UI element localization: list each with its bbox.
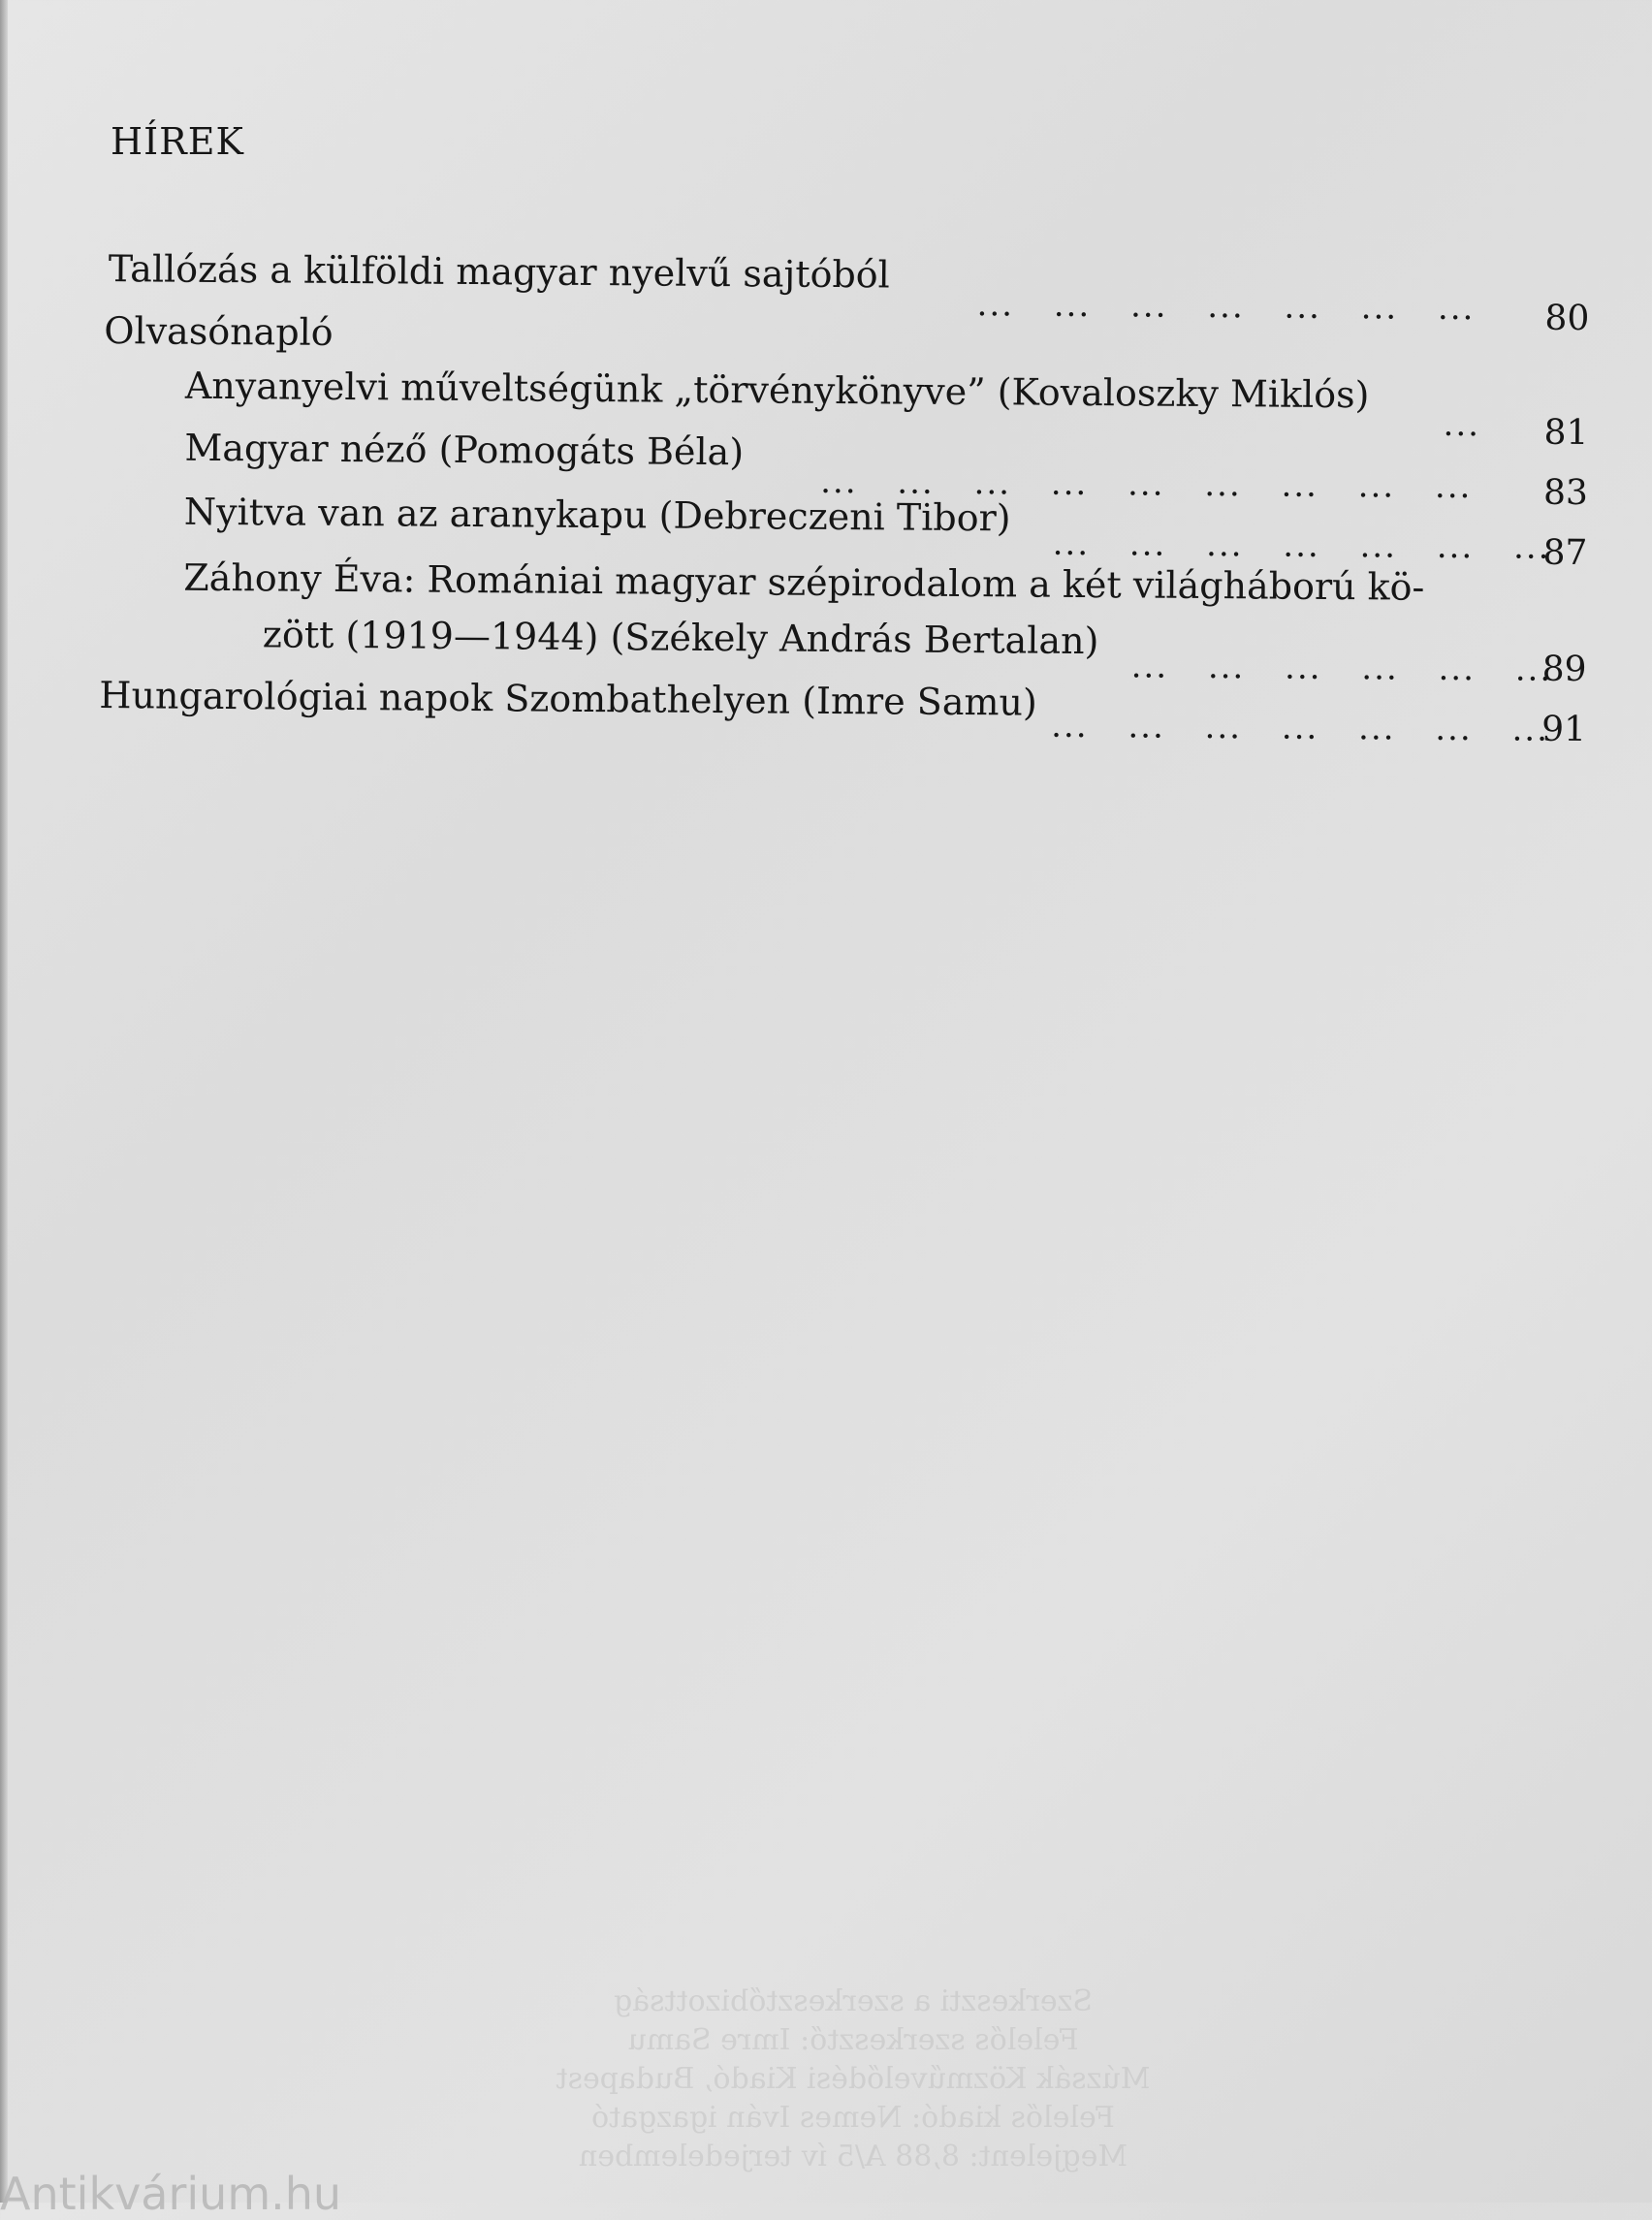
toc-page-number: 87 bbox=[1542, 532, 1588, 574]
toc-leader-dots: ... ... ... ... ... ... ... bbox=[976, 285, 1476, 329]
section-title: HÍREK bbox=[111, 120, 244, 163]
toc-entry-text: Hungarológiai napok Szombathelyen (Imre Samu) bbox=[99, 674, 1037, 724]
toc-entry-text: zött (1919—1944) (Székely András Bertalan) bbox=[262, 613, 1099, 663]
imprint-line: Szerkeszti a szerkesztőbizottság bbox=[614, 1984, 1094, 2018]
toc-section-heading: Olvasónapló bbox=[104, 309, 334, 354]
toc-entry-text: Nyitva van az aranykapu (Debreczeni Tibor) bbox=[183, 490, 1011, 540]
imprint-line: Múzsák Közművelődési Kiadó, Budapest bbox=[556, 2062, 1151, 2096]
toc-leader-dots: ... ... ... ... ... ... ... bbox=[1051, 706, 1550, 749]
toc-entry-text: Záhony Éva: Romániai magyar szépirodalom a két világháború kö- bbox=[183, 555, 1425, 609]
toc-page-number: 89 bbox=[1541, 649, 1587, 690]
page-edge bbox=[0, 0, 8, 2203]
toc-entry-text: Tallózás a külföldi magyar nyelvű sajtóból bbox=[108, 247, 890, 297]
imprint-line: Felelős kiadó: Nemes Iván igazgató bbox=[591, 2101, 1115, 2135]
toc-page-number: 91 bbox=[1541, 709, 1587, 750]
watermark: Antikvárium.hu bbox=[0, 2168, 342, 2220]
toc-leader-dots: ... bbox=[1443, 404, 1481, 445]
show-through-imprint bbox=[485, 1982, 1222, 2176]
toc-page-number: 81 bbox=[1543, 412, 1589, 454]
toc-leader-dots: ... ... ... ... ... ... ... ... ... bbox=[820, 461, 1473, 507]
toc-entry-text: Anyanyelvi műveltségünk „törvénykönyve” (Kovaloszky Miklós) bbox=[184, 364, 1370, 417]
toc-entry-text: Magyar néző (Pomogáts Béla) bbox=[184, 426, 745, 474]
toc-page-number: 80 bbox=[1544, 298, 1590, 339]
imprint-line: Megjelent: 8,88 A/5 ív terjedelemben bbox=[578, 2140, 1128, 2173]
toc-page-number: 83 bbox=[1542, 472, 1589, 514]
imprint-line: Felelős szerkesztő: Imre Samu bbox=[627, 2023, 1079, 2057]
toc-leader-dots: ... ... ... ... ... ... bbox=[1130, 647, 1553, 689]
toc-leader-dots: ... ... ... ... ... ... ... bbox=[1052, 523, 1551, 567]
